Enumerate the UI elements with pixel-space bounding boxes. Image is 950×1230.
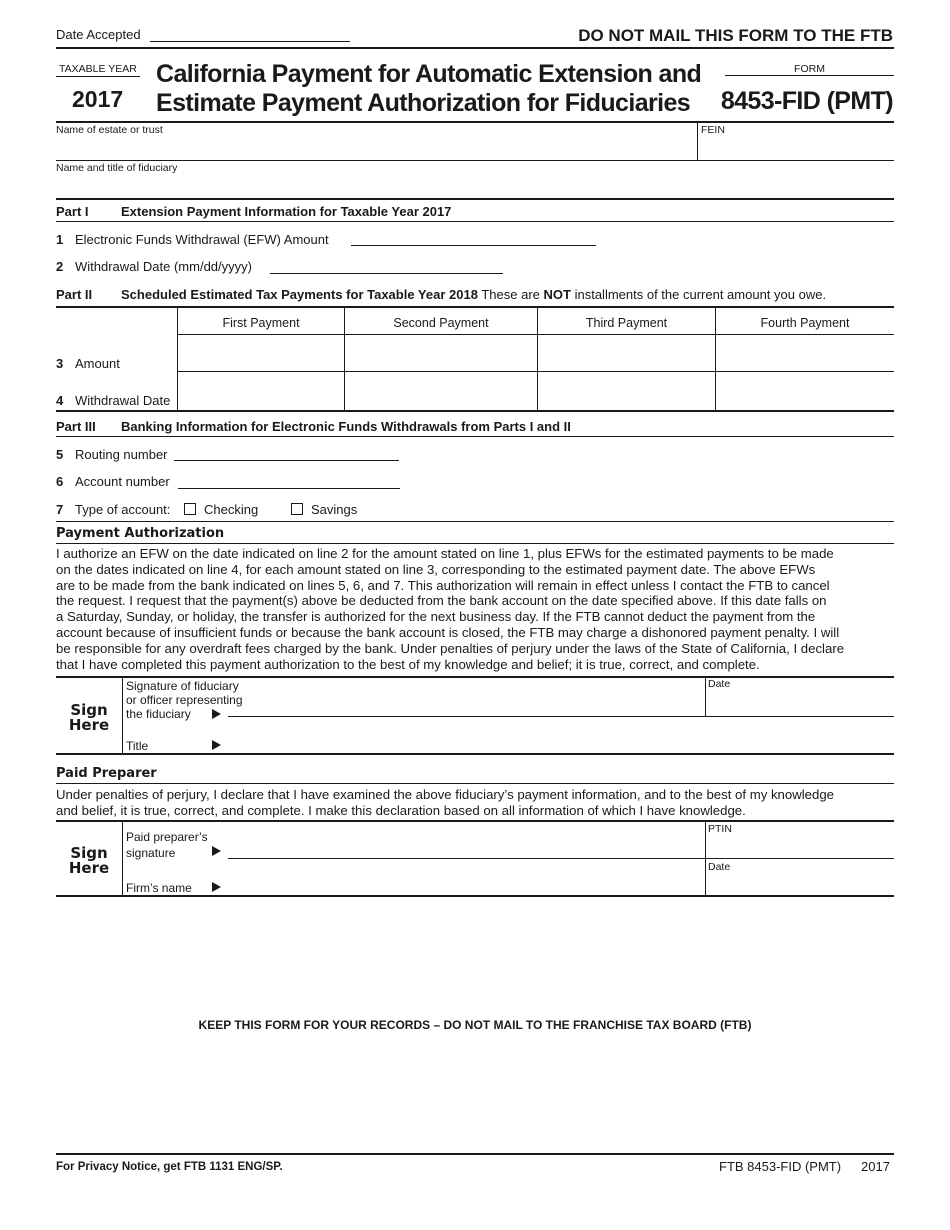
sign1-bottom-rule [56,753,894,755]
taxable-year-label: TAXABLE YEAR [56,63,140,77]
part2-label: Part II [56,287,93,302]
title-label: Title [126,739,149,753]
table-header-rule [177,334,894,335]
preparer-arrow-icon [212,846,221,856]
date-fourth-input[interactable] [717,373,893,409]
sign-word: Sign [70,844,108,862]
payment-authorization-heading: Payment Authorization [56,526,225,541]
sign2-top-rule [56,820,894,822]
authorization-line: the request. I request that the payment(s) above be deducted from the bank account on the date specified above. If this date falls on [56,593,827,609]
fiduciary-name-input[interactable] [56,176,894,196]
part2-note-not: NOT [543,287,571,302]
checking-label: Checking [204,502,259,517]
do-not-mail-notice: DO NOT MAIL THIS FORM TO THE FTB [578,26,893,45]
fiduciary-sig-line3: the fiduciary [126,707,191,721]
sign1-date-input[interactable] [708,693,893,715]
fiduciary-signature-label [126,679,243,721]
checking-checkbox[interactable] [184,503,196,515]
part1-title: Extension Payment Information for Taxable Year 2017 [121,204,452,219]
authorization-line: are to be made from the bank indicated on lines 5, 6, and 7. This authorization will remain in effect unless I contact the FTB to cancel [56,577,830,593]
here-word: Here [68,716,110,734]
savings-label: Savings [311,502,358,517]
keep-records-notice: KEEP THIS FORM FOR YOUR RECORDS – DO NOT MAIL TO THE FRANCHISE TAX BOARD (FTB) [198,1018,752,1032]
authorization-rule [56,543,894,544]
efw-amount-input[interactable] [351,228,596,246]
form-label: FORM [794,63,825,75]
authorization-line: I authorize an EFW on the date indicated on line 2 for the amount stated on line 1, plus EFWs for the estimated payments to be made [56,546,834,561]
sign-word: Sign [70,701,108,719]
preparer-signature-line [228,858,894,859]
part2-top-rule [56,306,894,308]
part3-label: Part III [56,419,96,434]
firm-arrow-icon [212,882,221,892]
firm-name-label: Firm’s name [126,881,192,895]
col-third-payment: Third Payment [585,316,668,330]
paid-preparer-heading: Paid Preparer [56,766,157,781]
identity-bottom-rule [56,198,894,200]
fein-input[interactable] [700,138,894,160]
authorization-line: account because of insufficient funds or because the bank account is closed, the FTB may charge a dishonored payment penalty. I will [56,624,840,640]
authorization-line: on the dates indicated on line 4, for each amount stated on line 3, corresponding to the estimated payment date. The above EFWs [56,561,816,577]
ptin-input[interactable] [708,837,893,857]
preparer-rule [56,783,894,784]
form-title-line1: California Payment for Automatic Extension and [156,60,702,88]
part1-label: Part I [56,204,89,219]
sign1-top-rule [56,676,894,678]
line3-number: 3 [56,356,64,371]
preparer-sig-line2: signature [126,846,176,860]
date-accepted-label: Date Accepted [56,27,141,42]
col-second-payment: Second Payment [393,316,489,330]
date-second-input[interactable] [346,373,536,409]
footer-form-id: FTB 8453-FID (PMT) [719,1159,842,1174]
amount-fourth-input[interactable] [717,336,893,370]
estate-name-label: Name of estate or trust [56,124,163,136]
line1-number: 1 [56,232,64,247]
sign1-date-label: Date [708,678,731,690]
preparer-line: Under penalties of perjury, I declare that I have examined the above fiduciary’s payment information, and to the best of my knowledge [56,787,835,802]
form-title-line2: Estimate Payment Authorization for Fiduciaries [156,89,691,117]
sign2-date-label: Date [708,861,731,873]
sign2-ptin-divider [705,821,706,896]
line6-label: Account number [75,474,170,489]
taxable-year: 2017 [72,86,124,112]
line4-number: 4 [56,393,64,408]
line6-number: 6 [56,474,64,489]
part2-title: Scheduled Estimated Tax Payments for Taxable Year 2018 [121,287,478,302]
authorization-line: be responsible for any overdraft fees charged by the bank. Under penalties of perjury under the laws of the State of California, I declare [56,640,845,656]
signature-arrow-icon [212,709,221,719]
ptin-label: PTIN [708,823,732,835]
date-third-input[interactable] [539,373,714,409]
sign2-bottom-rule [56,895,894,897]
preparer-sig-line1: Paid preparer’s [126,830,208,844]
preparer-line: and belief, it is true, correct, and complete. I make this declaration based on all information of which I have knowledge. [56,802,746,818]
estate-name-input[interactable] [56,138,694,160]
here-word: Here [68,859,110,877]
footer-year: 2017 [861,1159,890,1174]
firm-name-input[interactable] [230,875,702,894]
amount-first-input[interactable] [179,336,343,370]
preparer-signature-label [126,829,208,861]
fein-label: FEIN [701,124,725,136]
part2-bottom-rule [56,410,894,412]
line5-label: Routing number [75,447,168,462]
withdrawal-date-input[interactable] [270,256,503,274]
title-rule [56,121,894,123]
col-fourth-payment: Fourth Payment [760,316,850,330]
fiduciary-sig-line1: Signature of fiduciary [126,679,239,693]
sign-here-badge [59,846,119,876]
authorization-text [56,546,896,672]
authorization-line: a Saturday, Sunday, or holiday, the transfer is authorized for the next business day. If the FTB cannot deduct the payment from the [56,609,816,625]
fiduciary-sig-line2: or officer representing [126,693,243,707]
fein-divider [697,122,698,160]
part3-bottom-rule [56,521,894,522]
part3-rule [56,436,894,437]
line3-label: Amount [75,356,120,371]
form-label-rule [725,75,894,76]
amount-third-input[interactable] [539,336,714,370]
routing-number-input[interactable] [174,443,399,461]
line2-label: Withdrawal Date (mm/dd/yyyy) [75,259,252,274]
sign1-left-divider [122,677,123,754]
sign2-date-input[interactable] [708,875,893,894]
part1-rule [56,221,894,222]
table-row-rule [177,371,894,372]
authorization-line: that I have completed this payment authorization to the best of my knowledge and belief; it is true, correct, and complete. [56,656,760,672]
fiduciary-signature-line [228,716,894,717]
footer-rule [56,1153,894,1155]
header-rule [56,47,894,49]
form-number: 8453-FID (PMT) [720,87,893,115]
line7-number: 7 [56,502,64,517]
fiduciary-signature-input[interactable] [230,696,702,715]
account-number-input[interactable] [178,471,400,489]
line2-number: 2 [56,259,64,274]
part2-note-pre: These are [481,287,540,302]
col-first-payment: First Payment [222,316,300,330]
savings-checkbox[interactable] [291,503,303,515]
part2-note-post: installments of the current amount you owe. [574,287,827,302]
privacy-notice: For Privacy Notice, get FTB 1131 ENG/SP. [56,1161,283,1173]
part3-title: Banking Information for Electronic Funds Withdrawals from Parts I and II [121,419,571,434]
title-input[interactable] [230,733,892,752]
preparer-declaration [56,787,896,819]
date-first-input[interactable] [179,373,343,409]
fiduciary-name-label: Name and title of fiduciary [56,162,178,174]
preparer-signature-input[interactable] [230,838,702,857]
line1-label: Electronic Funds Withdrawal (EFW) Amount [75,232,329,247]
sign-here-badge [59,703,119,733]
sign1-date-divider [705,677,706,717]
date-accepted-field[interactable] [150,24,350,42]
sign2-left-divider [122,821,123,896]
line5-number: 5 [56,447,64,462]
part2-heading [121,287,826,302]
line7-label: Type of account: [75,502,171,517]
amount-second-input[interactable] [346,336,536,370]
title-arrow-icon [212,740,221,750]
identity-rule [56,160,894,161]
line4-label: Withdrawal Date [75,393,171,408]
